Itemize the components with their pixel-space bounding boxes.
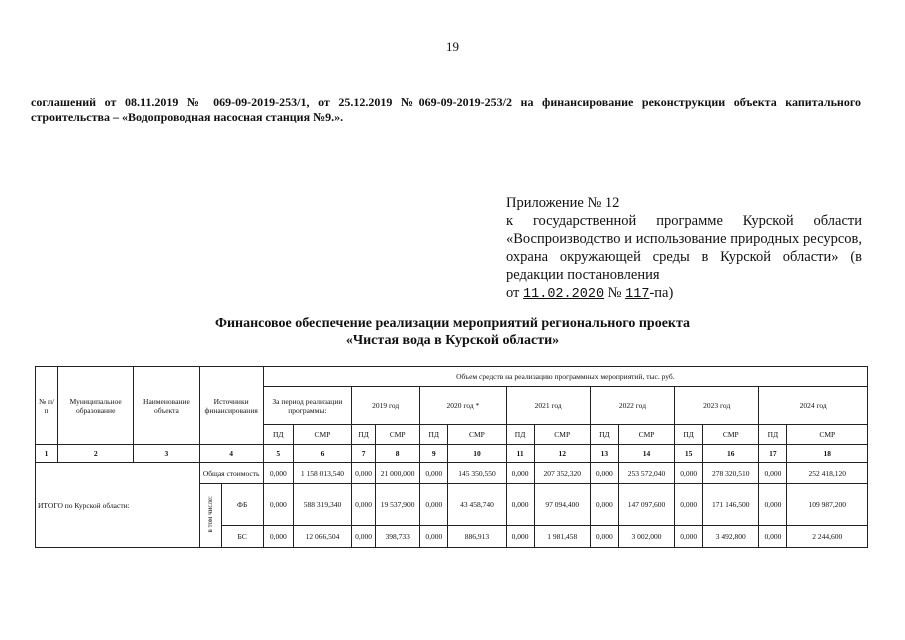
header-object: Наименование объекта (134, 367, 199, 445)
col-number: 7 (352, 445, 376, 463)
header-2020: 2020 год * (420, 387, 506, 425)
cell: 0,000 (263, 463, 293, 484)
cell: 19 537,900 (376, 484, 420, 526)
header-2022: 2022 год (590, 387, 674, 425)
cell: 0,000 (675, 463, 703, 484)
col-number: 16 (703, 445, 759, 463)
cell: 207 352,320 (534, 463, 590, 484)
header-sources: Источники финансирования (199, 367, 263, 445)
annex-block (506, 194, 862, 304)
col-number: 1 (36, 445, 58, 463)
cell: 12 066,504 (293, 526, 351, 548)
cell: 109 987,200 (787, 484, 868, 526)
in-that-number-text: в том числе: (205, 496, 214, 533)
cell: 0,000 (675, 484, 703, 526)
cell: 588 319,340 (293, 484, 351, 526)
col-number: 14 (618, 445, 674, 463)
intro-paragraph (31, 95, 861, 125)
cell: 0,000 (352, 526, 376, 548)
header-pd: ПД (352, 425, 376, 445)
header-municipality: Муниципальное образование (58, 367, 134, 445)
table-row (36, 463, 868, 484)
header-period: За период реализации программы: (263, 387, 351, 425)
header-pd: ПД (263, 425, 293, 445)
col-number: 8 (376, 445, 420, 463)
cell: 278 320,510 (703, 463, 759, 484)
annex-text: к государственной программе Курской области «Воспроизводство и использование природных ресурсов, охрана окружающей среды в Курской области» (в редакции постановления (506, 213, 862, 283)
cell: 3 002,000 (618, 526, 674, 548)
cell: 3 492,800 (703, 526, 759, 548)
col-number: 18 (787, 445, 868, 463)
cell: 0,000 (759, 526, 787, 548)
header-2019: 2019 год (352, 387, 420, 425)
col-number: 12 (534, 445, 590, 463)
header-smr: СМР (448, 425, 506, 445)
col-number: 11 (506, 445, 534, 463)
cell: 0,000 (590, 484, 618, 526)
header-smr: СМР (618, 425, 674, 445)
annex-number-prefix: № (607, 285, 622, 301)
header-smr: СМР (293, 425, 351, 445)
cell: 0,000 (590, 526, 618, 548)
col-number: 3 (134, 445, 199, 463)
cell: 0,000 (263, 526, 293, 548)
cell: 398,733 (376, 526, 420, 548)
header-pd: ПД (675, 425, 703, 445)
col-number: 6 (293, 445, 351, 463)
cell: 0,000 (420, 526, 448, 548)
intro-line-2: строительства – «Водопроводная насосная станция №9.». (31, 110, 344, 124)
total-label: ИТОГО по Курской области: (36, 463, 200, 548)
header-2024: 2024 год (759, 387, 868, 425)
annex-title: Приложение № 12 (506, 195, 620, 211)
cell: 0,000 (420, 484, 448, 526)
header-2021: 2021 год (506, 387, 590, 425)
row-label-total: Общая стоимость (199, 463, 263, 484)
col-number: 9 (420, 445, 448, 463)
column-number-row (36, 445, 868, 463)
cell: 145 350,550 (448, 463, 506, 484)
cell: 0,000 (352, 484, 376, 526)
annex-number-suffix: -па) (649, 285, 674, 301)
cell: 43 458,740 (448, 484, 506, 526)
col-number: 10 (448, 445, 506, 463)
cell: 21 000,000 (376, 463, 420, 484)
col-number: 4 (199, 445, 263, 463)
in-that-number-label (199, 484, 221, 548)
cell: 0,000 (420, 463, 448, 484)
header-pd: ПД (420, 425, 448, 445)
header-smr: СМР (787, 425, 868, 445)
header-volume: Объем средств на реализацию программных мероприятий, тыс. руб. (263, 367, 867, 387)
document-title-line-1: Финансовое обеспечение реализации мероприятий регионального проекта (214, 316, 691, 331)
cell: 97 094,400 (534, 484, 590, 526)
cell: 886,913 (448, 526, 506, 548)
header-smr: СМР (376, 425, 420, 445)
cell: 2 244,600 (787, 526, 868, 548)
cell: 0,000 (590, 463, 618, 484)
cell: 1 158 013,540 (293, 463, 351, 484)
header-num: № п/п (36, 367, 58, 445)
cell: 0,000 (759, 463, 787, 484)
cell: 1 981,458 (534, 526, 590, 548)
annex-date-line (506, 284, 862, 304)
annex-number: 117 (625, 287, 650, 302)
cell: 253 572,040 (618, 463, 674, 484)
cell: 0,000 (506, 463, 534, 484)
header-2023: 2023 год (675, 387, 759, 425)
cell: 0,000 (506, 484, 534, 526)
header-pd: ПД (590, 425, 618, 445)
annex-date: 11.02.2020 (523, 287, 605, 302)
col-number: 5 (263, 445, 293, 463)
cell: 147 097,600 (618, 484, 674, 526)
col-number: 15 (675, 445, 703, 463)
annex-date-prefix: от (506, 285, 520, 301)
cell: 0,000 (506, 526, 534, 548)
document-title-line-2: «Чистая вода в Курской области» (345, 333, 560, 348)
cell: 0,000 (352, 463, 376, 484)
financing-table (35, 366, 868, 548)
page-number: 19 (446, 39, 459, 54)
row-label-bs: БС (221, 526, 263, 548)
intro-line-1: соглашений от 08.11.2019 № 069-09-2019-253/1, от 25.12.2019 №069-09-2019-253/2 на финансирование реконструкции объекта капитального (31, 95, 861, 109)
document-title (0, 315, 905, 349)
col-number: 2 (58, 445, 134, 463)
cell: 0,000 (675, 526, 703, 548)
cell: 171 146,500 (703, 484, 759, 526)
row-label-fb: ФБ (221, 484, 263, 526)
header-pd: ПД (759, 425, 787, 445)
header-smr: СМР (534, 425, 590, 445)
col-number: 13 (590, 445, 618, 463)
cell: 0,000 (263, 484, 293, 526)
header-pd: ПД (506, 425, 534, 445)
col-number: 17 (759, 445, 787, 463)
header-smr: СМР (703, 425, 759, 445)
cell: 252 418,120 (787, 463, 868, 484)
cell: 0,000 (759, 484, 787, 526)
